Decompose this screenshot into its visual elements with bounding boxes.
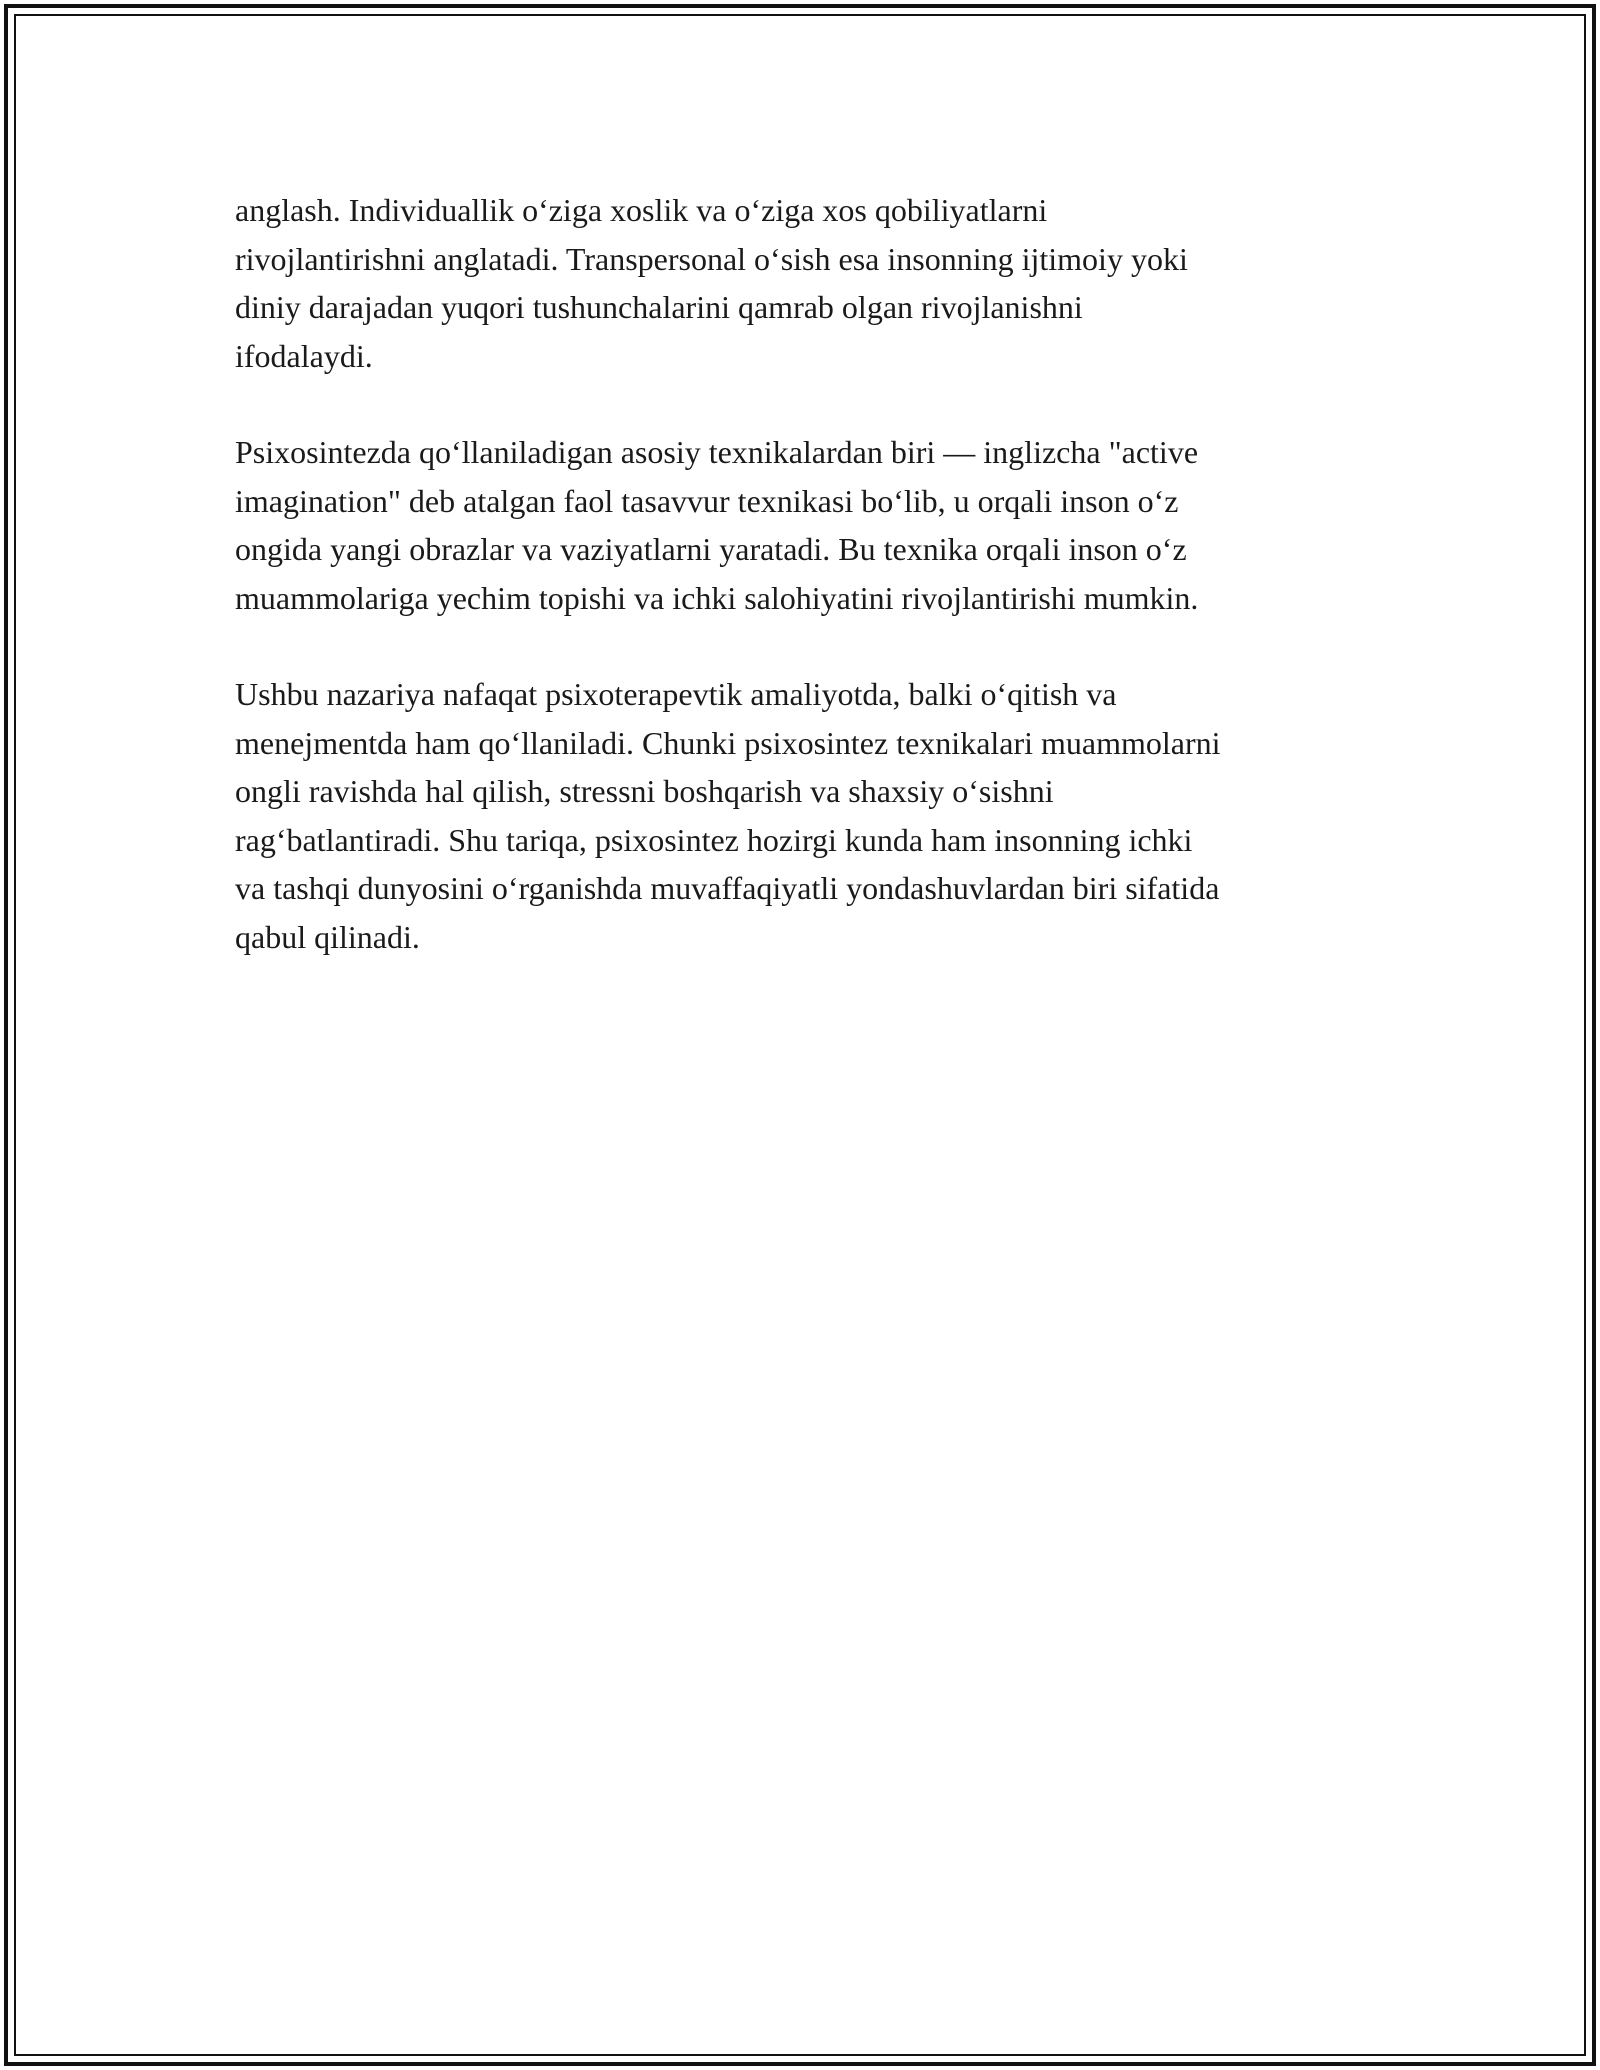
document-body <box>235 186 1385 1009</box>
paragraph-1: anglash. Individuallik oʻziga xoslik va oʻziga xos qobiliyatlarni rivojlantirishni anglatadi. Transpersonal oʻsish esa insonning ijtimoiy yoki diniy darajadan yuqori tushunchalarini qamrab olgan rivojlanishni ifodalaydi. <box>235 192 1188 374</box>
paragraph-2: Psixosintezda qoʻllaniladigan asosiy texnikalardan biri — inglizcha "active imagination" deb atalgan faol tasavvur texnikasi boʻlib, u orqali inson oʻz ongida yangi obrazlar va vaziyatlarni yaratadi. Bu texnika orqali inson oʻz muammolariga yechim topishi va ichki salohiyatini rivojlantirishi mumkin. <box>235 434 1199 616</box>
paragraph-3: Ushbu nazariya nafaqat psixoterapevtik amaliyotda, balki oʻqitish va menejmentda ham qoʻllaniladi. Chunki psixosintez texnikalari muammolarni ongli ravishda hal qilish, stressni boshqarish va shaxsiy oʻsishni ragʻbatlantiradi. Shu tariqa, psixosintez hozirgi kunda ham insonning ichki va tashqi dunyosini oʻrganishda muvaffaqiyatli yondashuvlardan biri sifatida qabul qilinadi. <box>235 676 1221 955</box>
